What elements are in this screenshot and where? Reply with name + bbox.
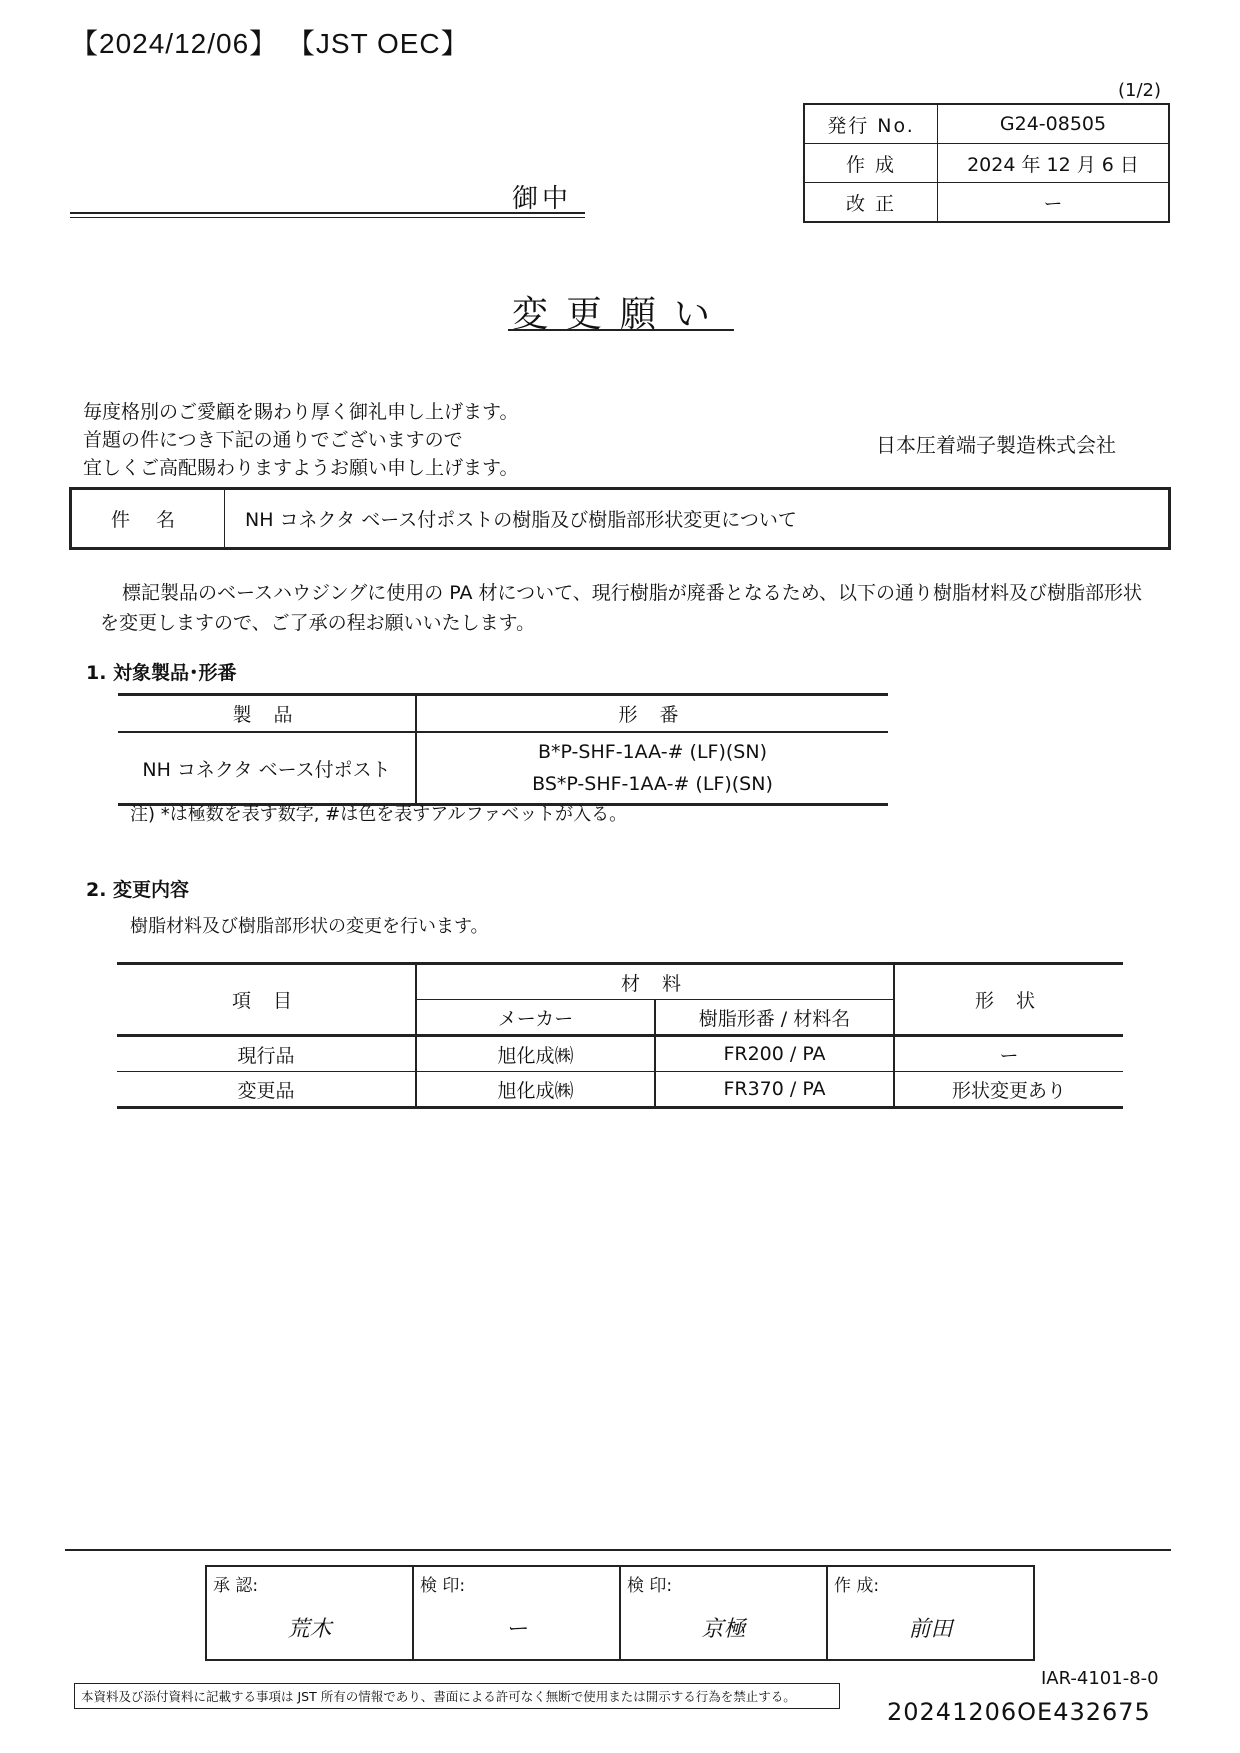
addressee-suffix: 御中 bbox=[512, 184, 573, 214]
issue-info-table bbox=[803, 103, 1170, 223]
document-title: 変更願い bbox=[512, 294, 729, 335]
issue-value: ー bbox=[938, 183, 1170, 223]
title-underline bbox=[508, 329, 734, 331]
table-row bbox=[117, 1072, 1123, 1108]
intro-paragraph: 標記製品のベースハウジングに使用の PA 材について、現行樹脂が廃番となるため、以下の通り樹脂材料及び樹脂部形状を変更しますので、ご了承の程お願いいたします。 bbox=[100, 582, 1142, 634]
issue-value: 2024 年 12 月 6 日 bbox=[938, 144, 1170, 183]
stamp-box bbox=[827, 1566, 1034, 1660]
stamp-label: 承 認: bbox=[213, 1576, 259, 1596]
row-maker: 旭化成㈱ bbox=[416, 1036, 655, 1072]
row-item: 変更品 bbox=[117, 1072, 416, 1108]
issue-label: 改 正 bbox=[804, 183, 938, 223]
confidentiality-notice: 本資料及び添付資料に記載する事項は JST 所有の情報であり、書面による許可なく無断で使用または開示する行為を禁止する。 bbox=[74, 1683, 840, 1709]
serial-number: 20241206OE432675 bbox=[887, 1698, 1151, 1726]
row-resin: FR370 / PA bbox=[655, 1072, 894, 1108]
target-products-table bbox=[118, 693, 888, 806]
col-maker-header: メーカー bbox=[416, 1000, 655, 1036]
row-shape: ー bbox=[894, 1036, 1123, 1072]
col-resin-header: 樹脂形番 / 材料名 bbox=[655, 1000, 894, 1036]
page-number: (1/2) bbox=[1118, 80, 1162, 101]
product-name: NH コネクタ ベース付ポスト bbox=[118, 732, 416, 805]
section2-heading: 2. 変更内容 bbox=[86, 879, 190, 901]
issue-row bbox=[804, 144, 1169, 183]
stamp-signature: 京極 bbox=[701, 1617, 746, 1642]
stamp-signature: 荒木 bbox=[287, 1617, 332, 1642]
row-resin: FR200 / PA bbox=[655, 1036, 894, 1072]
subject-box bbox=[69, 487, 1171, 550]
col-shape-header: 形 状 bbox=[894, 964, 1123, 1036]
issue-label: 発行 No. bbox=[804, 104, 938, 144]
stamp-label: 作 成: bbox=[834, 1576, 880, 1596]
row-maker: 旭化成㈱ bbox=[416, 1072, 655, 1108]
subject-value: NH コネクタ ベース付ポストの樹脂及び樹脂部形状変更について bbox=[225, 489, 1170, 549]
row-shape: 形状変更あり bbox=[951, 1079, 1066, 1102]
section1-heading: 1. 対象製品･形番 bbox=[86, 662, 237, 684]
stamp-signature: 前田 bbox=[908, 1617, 953, 1642]
stamp-box bbox=[620, 1566, 827, 1660]
model-note: 注) *は極数を表す数字, #は色を表すアルファベットが入る。 bbox=[130, 804, 628, 825]
addressee-underline bbox=[70, 212, 585, 214]
stamp-label: 検 印: bbox=[627, 1576, 673, 1596]
issue-value: G24-08505 bbox=[938, 104, 1170, 144]
col-product-header: 製 品 bbox=[118, 695, 416, 733]
issue-row bbox=[804, 104, 1169, 144]
table-row bbox=[117, 1036, 1123, 1072]
stamp-box bbox=[206, 1566, 413, 1660]
addressee-underline-2 bbox=[70, 217, 585, 218]
approval-stamps bbox=[205, 1565, 1035, 1661]
stamp-label: 検 印: bbox=[420, 1576, 466, 1596]
document-form-id: IAR-4101-8-0 bbox=[1041, 1668, 1159, 1689]
model-number: BS*P-SHF-1AA-# (LF)(SN) bbox=[532, 773, 773, 795]
fax-header: 【2024/12/06】 【JST OEC】 bbox=[70, 28, 470, 59]
company-name: 日本圧着端子製造株式会社 bbox=[876, 433, 1116, 457]
stamp-box bbox=[413, 1566, 620, 1660]
section2-description: 樹脂材料及び樹脂部形状の変更を行います。 bbox=[130, 916, 489, 937]
col-model-header: 形 番 bbox=[416, 695, 888, 733]
model-number: B*P-SHF-1AA-# (LF)(SN) bbox=[537, 741, 767, 763]
row-item: 現行品 bbox=[117, 1036, 416, 1072]
col-item-header: 項 目 bbox=[117, 964, 416, 1036]
stamp-signature: ー bbox=[505, 1617, 528, 1642]
issue-label: 作 成 bbox=[804, 144, 938, 183]
issue-row bbox=[804, 183, 1169, 223]
col-material-header: 材 料 bbox=[416, 964, 894, 1000]
subject-label: 件 名 bbox=[71, 489, 225, 549]
change-details-table bbox=[117, 962, 1123, 1109]
greeting-text: 毎度格別のご愛顧を賜わり厚く御礼申し上げます。 首題の件につき下記の通りでございますので 宜しくご高配賜わりますようお願い申し上げます。 bbox=[83, 401, 519, 479]
footer-divider bbox=[65, 1549, 1171, 1551]
